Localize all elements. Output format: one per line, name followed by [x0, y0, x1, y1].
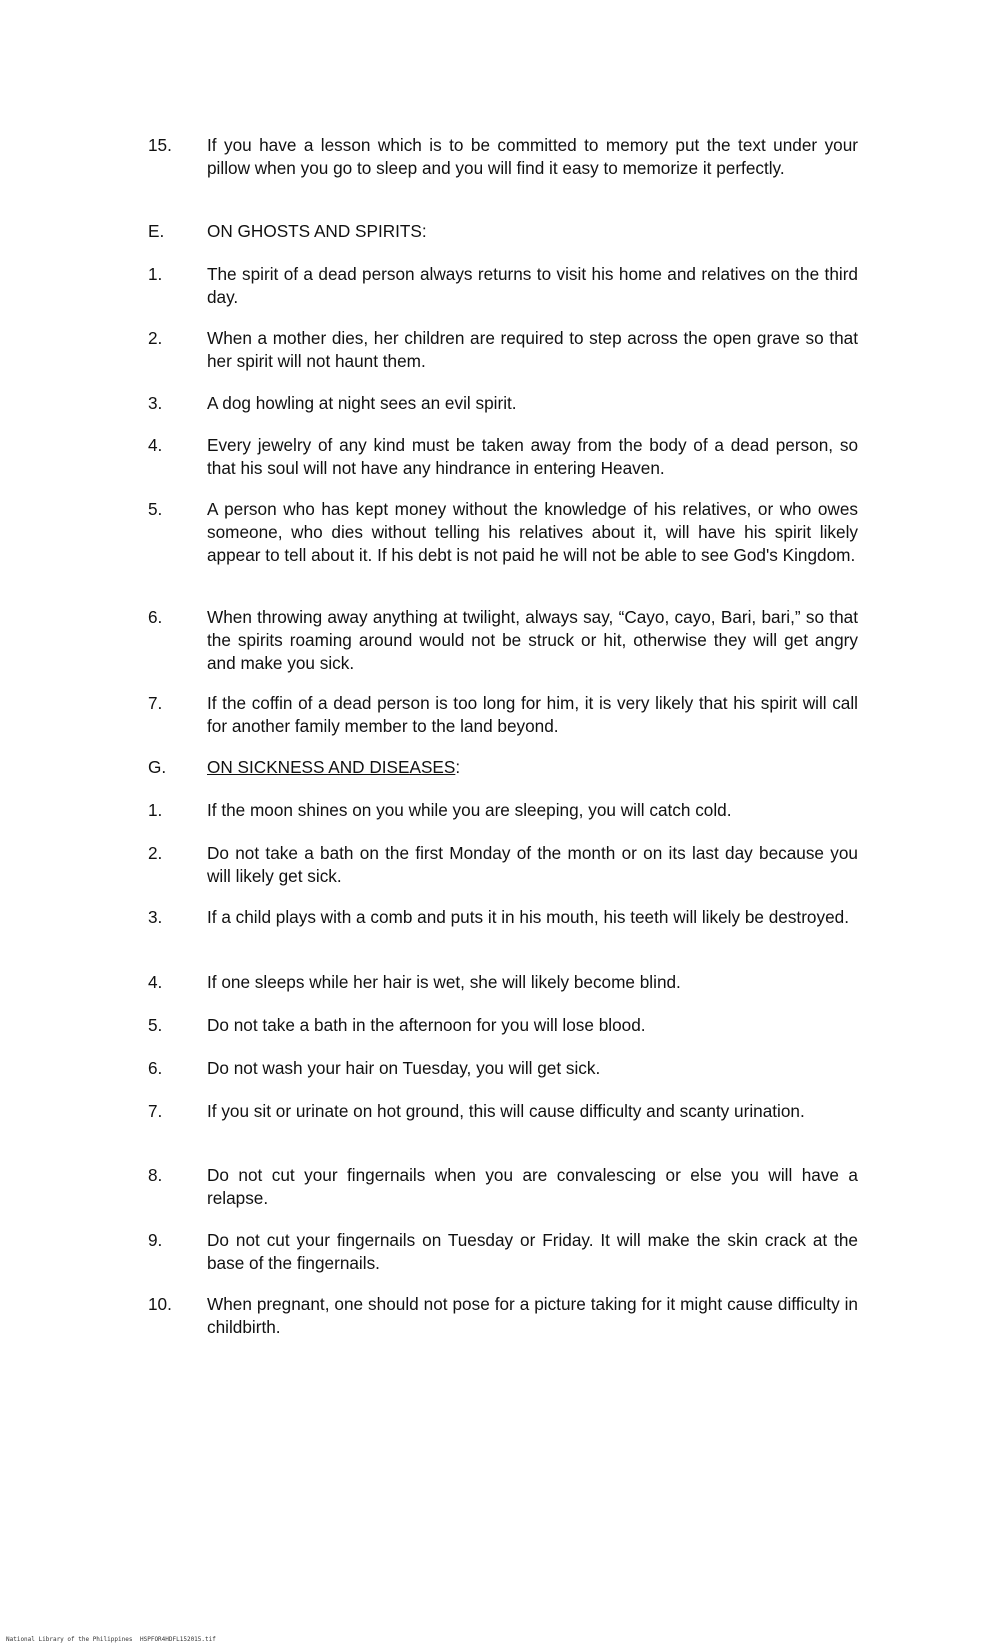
section-title: ON GHOSTS AND SPIRITS: — [207, 221, 427, 241]
item-text: Do not take a bath in the afternoon for you will lose blood. — [207, 1015, 646, 1035]
list-item — [148, 1057, 858, 1080]
item-text: If you sit or urinate on hot ground, this will cause difficulty and scanty urination. — [207, 1101, 805, 1121]
item-text: Do not cut your fingernails when you are convalescing or else you will have a relapse. — [207, 1165, 858, 1208]
item-number: 1. — [148, 800, 163, 820]
item-number: 4. — [148, 435, 163, 455]
list-item — [148, 1293, 858, 1339]
item-text: When throwing away anything at twilight, always say, “Cayo, cayo, Bari, bari,” so that the spirits roaming around would not be struck or hit, otherwise they will get angry and make you sick. — [207, 607, 858, 673]
section-heading — [148, 756, 858, 779]
list-item — [148, 392, 858, 415]
item-number: 7. — [148, 1101, 163, 1121]
item-text: When a mother dies, her children are required to step across the open grave so that her spirit will not haunt them. — [207, 328, 858, 371]
item-text: If one sleeps while her hair is wet, she will likely become blind. — [207, 972, 681, 992]
section-title-colon: : — [455, 757, 461, 777]
item-text: A person who has kept money without the knowledge of his relatives, or who owes someone, who dies without telling his relatives about it, will have his spirit likely appear to tell about it. If his debt is not paid he will not be able to see God's Kingdom. — [207, 499, 858, 565]
list-item — [148, 842, 858, 888]
list-item — [148, 1100, 858, 1123]
list-item — [148, 434, 858, 480]
item-number: 2. — [148, 328, 163, 348]
item-text: If you have a lesson which is to be committed to memory put the text under your pillow when you go to sleep and you will find it easy to memorize it perfectly. — [207, 135, 858, 178]
list-item — [148, 1229, 858, 1275]
item-text: If the coffin of a dead person is too long for him, it is very likely that his spirit will call for another family member to the land beyond. — [207, 693, 858, 736]
list-item — [148, 327, 858, 373]
list-item — [148, 606, 858, 675]
item-number: 15. — [148, 135, 172, 155]
footer-library: National Library of the Philippines — [6, 1636, 133, 1643]
item-text: If the moon shines on you while you are sleeping, you will catch cold. — [207, 800, 732, 820]
item-number: 10. — [148, 1294, 172, 1314]
item-number: 2. — [148, 843, 163, 863]
item-number: 1. — [148, 264, 163, 284]
item-number: 6. — [148, 1058, 163, 1078]
section-letter: G. — [148, 757, 167, 777]
item-number: 9. — [148, 1230, 163, 1250]
list-item — [148, 799, 858, 822]
section-letter: E. — [148, 221, 165, 241]
list-item — [148, 692, 858, 738]
item-text: If a child plays with a comb and puts it in his mouth, his teeth will likely be destroyed. — [207, 907, 849, 927]
item-text: A dog howling at night sees an evil spirit. — [207, 393, 517, 413]
list-item — [148, 971, 858, 994]
item-number: 4. — [148, 972, 163, 992]
item-text: Do not take a bath on the first Monday of the month or on its last day because you will likely get sick. — [207, 843, 858, 886]
item-number: 8. — [148, 1165, 163, 1185]
section-title: ON SICKNESS AND DISEASES — [207, 757, 456, 777]
list-item — [148, 498, 858, 567]
item-number: 5. — [148, 499, 163, 519]
item-text: When pregnant, one should not pose for a picture taking for it might cause difficulty in childbirth. — [207, 1294, 858, 1337]
item-text: The spirit of a dead person always returns to visit his home and relatives on the third day. — [207, 264, 858, 307]
list-item — [148, 134, 858, 180]
item-number: 3. — [148, 907, 163, 927]
list-item — [148, 1164, 858, 1210]
list-item — [148, 1014, 858, 1037]
item-number: 7. — [148, 693, 163, 713]
footer-file: HSPFOR4HDFL152015.tif — [140, 1636, 216, 1643]
section-heading — [148, 220, 858, 243]
list-item — [148, 263, 858, 309]
item-number: 6. — [148, 607, 163, 627]
item-text: Every jewelry of any kind must be taken away from the body of a dead person, so that his soul will not have any hindrance in entering Heaven. — [207, 435, 858, 478]
item-number: 3. — [148, 393, 163, 413]
item-text: Do not wash your hair on Tuesday, you will get sick. — [207, 1058, 601, 1078]
item-number: 5. — [148, 1015, 163, 1035]
item-text: Do not cut your fingernails on Tuesday or Friday. It will make the skin crack at the base of the fingernails. — [207, 1230, 858, 1273]
list-item — [148, 906, 858, 929]
